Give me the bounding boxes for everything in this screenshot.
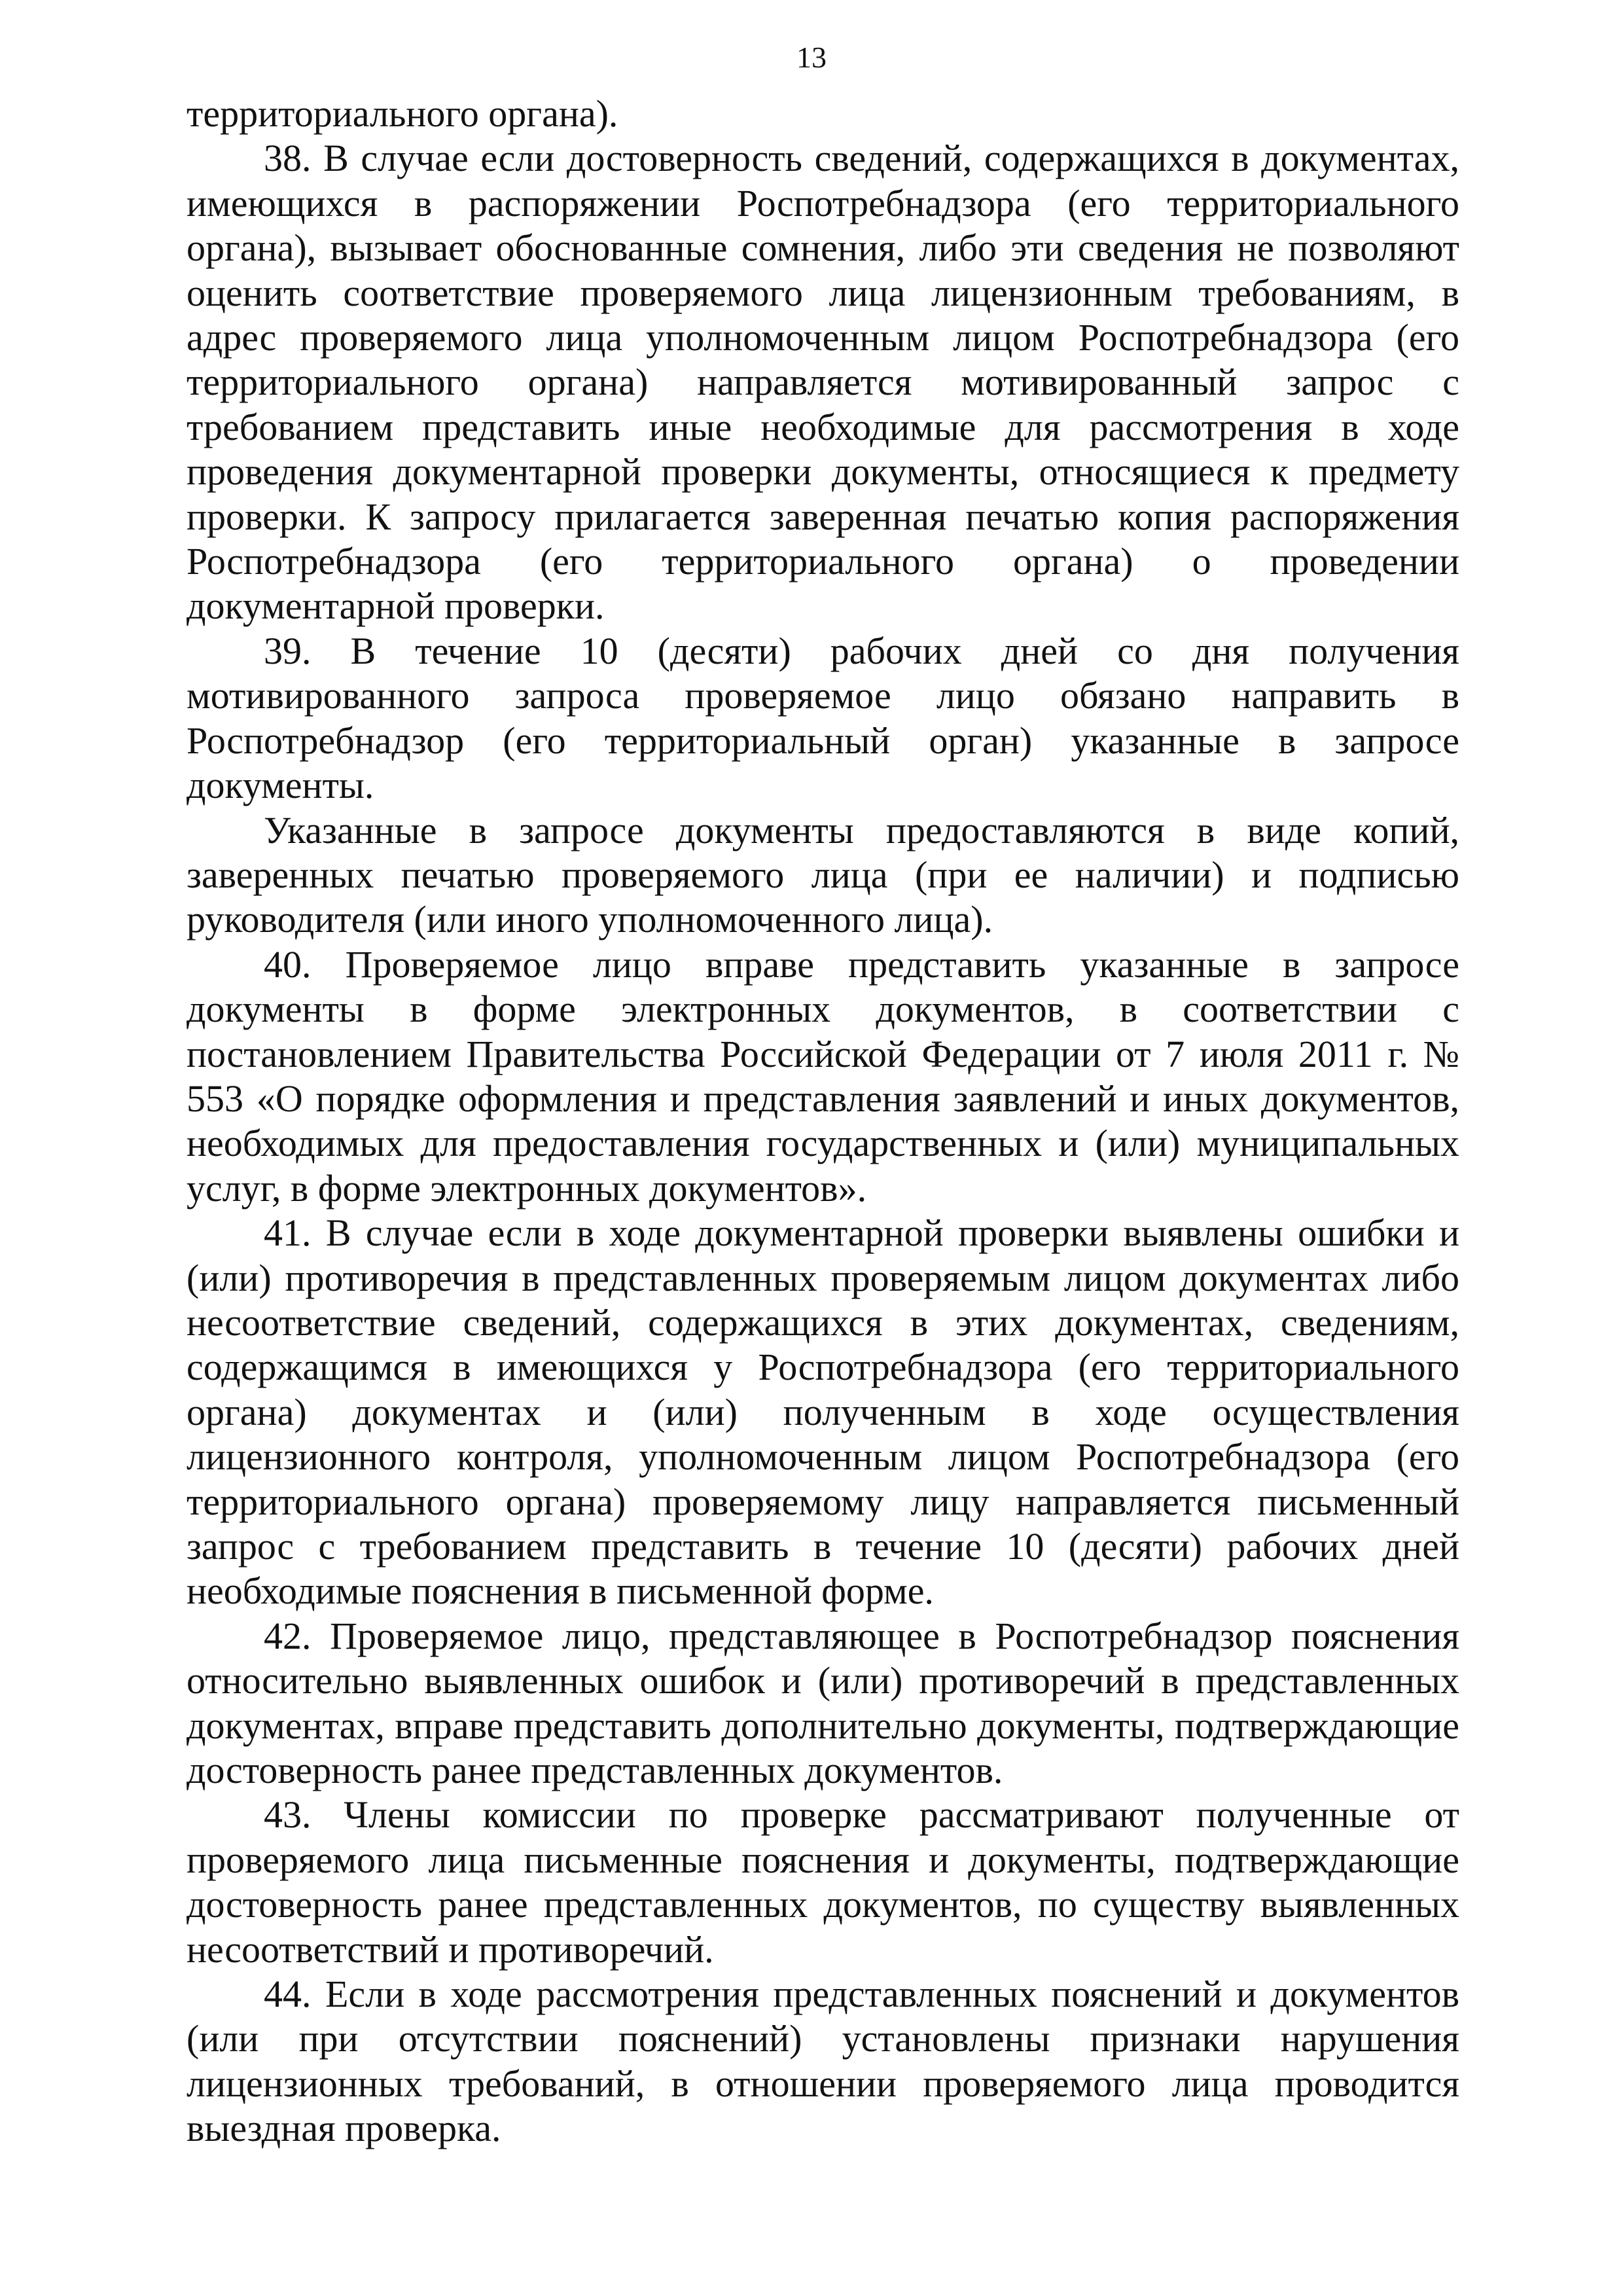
document-body <box>187 92 1459 2151</box>
paragraph-42: 42. Проверяемое лицо, представляющее в Роспотребнадзор пояснения относительно выявленных ошибок и (или) противоречий в представленных документах, вправе представить дополнительно документы, подтверждающие достоверность ранее представленных документов. <box>187 1614 1459 1792</box>
paragraph-41: 41. В случае если в ходе документарной проверки выявлены ошибки и (или) противоречия в представленных проверяемым лицом документах либо несоответствие сведений, содержащихся в этих документах, сведениям, содержащимся в имеющихся у Роспотребнадзора (его территориального органа) документах и (или) полученным в ходе осуществления лицензионного контроля, уполномоченным лицом Роспотребнадзора (его территориального органа) проверяемому лицу направляется письменный запрос с требованием представить в течение 10 (десяти) рабочих дней необходимые пояснения в письменной форме. <box>187 1211 1459 1613</box>
paragraph-40: 40. Проверяемое лицо вправе представить указанные в запросе документы в форме электронных документов, в соответствии с постановлением Правительства Российской Федерации от 7 июля 2011 г. № 553 «О порядке оформления и представления заявлений и иных документов, необходимых для предоставления государственных и (или) муниципальных услуг, в форме электронных документов». <box>187 942 1459 1210</box>
page-number: 13 <box>796 41 827 74</box>
paragraph-44: 44. Если в ходе рассмотрения представленных пояснений и документов (или при отсутствии пояснений) установлены признаки нарушения лицензионных требований, в отношении проверяемого лица проводится выездная проверка. <box>187 1973 1459 2150</box>
paragraph-38: 38. В случае если достоверность сведений, содержащихся в документах, имеющихся в распоряжении Роспотребнадзора (его территориального органа), вызывает обоснованные сомнения, либо эти сведения не позволяют оценить соответствие проверяемого лица лицензионным требованиям, в адрес проверяемого лица уполномоченным лицом Роспотребнадзора (его территориального органа) направляется мотивированный запрос с требованием представить иные необходимые для рассмотрения в ходе проведения документарной проверки документы, относящиеся к предмету проверки. К запросу прилагается заверенная печатью копия распоряжения Роспотребнадзора (его территориального органа) о проведении документарной проверки. <box>187 137 1459 628</box>
paragraph-39-documents: Указанные в запросе документы предоставляются в виде копий, заверенных печатью проверяемого лица (при ее наличии) и подписью руководителя (или иного уполномоченного лица). <box>187 808 1459 941</box>
paragraph-39: 39. В течение 10 (десяти) рабочих дней со дня получения мотивированного запроса проверяемое лицо обязано направить в Роспотребнадзор (его территориальный орган) указанные в запросе документы. <box>187 629 1459 807</box>
paragraph-43: 43. Члены комиссии по проверке рассматривают полученные от проверяемого лица письменные пояснения и документы, подтверждающие достоверность ранее представленных документов, по существу выявленных несоответствий и противоречий. <box>187 1793 1459 1971</box>
paragraph-continuation: территориального органа). <box>187 92 618 135</box>
